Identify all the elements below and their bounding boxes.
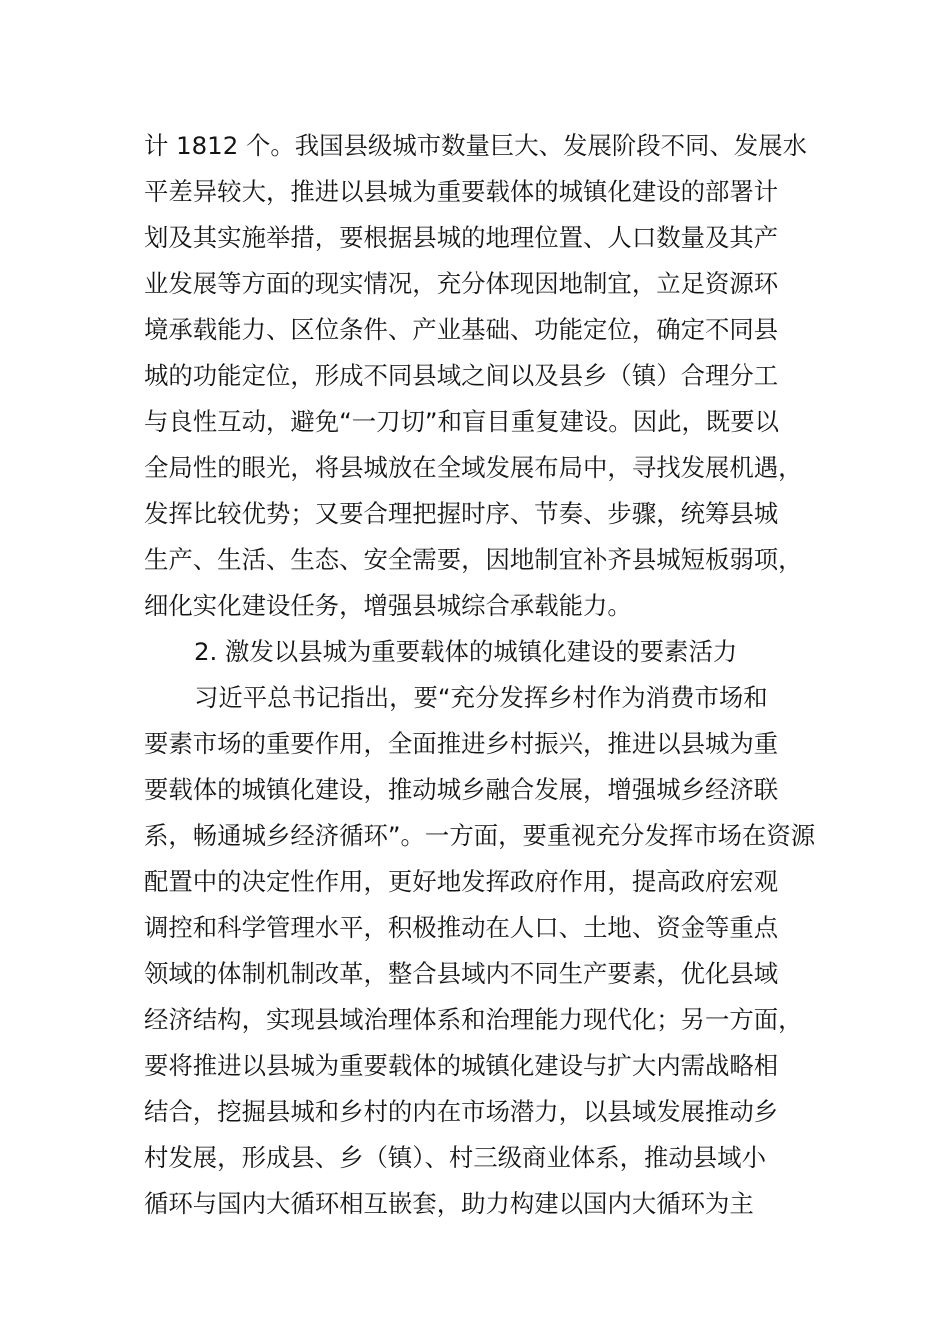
text-line-1: 计 1812 个。我国县级城市数量巨大、发展阶段不同、发展水 (144, 131, 807, 160)
text-line-21: 要将推进以县城为重要载体的城镇化建设与扩大内需战略相 (144, 1051, 779, 1080)
text-line-5: 境承载能力、区位条件、产业基础、功能定位，确定不同县 (144, 315, 779, 344)
text-line-8: 全局性的眼光，将县城放在全域发展布局中，寻找发展机遇， (144, 453, 803, 482)
body-text (144, 123, 844, 1227)
text-line-24: 循环与国内大循环相互嵌套，助力构建以国内大循环为主 (144, 1189, 754, 1218)
text-line-17: 配置中的决定性作用，更好地发挥政府作用，提高政府宏观 (144, 867, 779, 896)
text-line-7: 与良性互动，避免“一刀切”和盲目重复建设。因此，既要以 (144, 407, 780, 436)
text-line-3: 划及其实施举措，要根据县城的地理位置、人口数量及其产 (144, 223, 779, 252)
text-line-20: 经济结构，实现县域治理体系和治理能力现代化；另一方面， (144, 1005, 803, 1034)
text-line-22: 结合，挖掘县城和乡村的内在市场潜力，以县域发展推动乡 (144, 1097, 779, 1126)
text-line-6: 城的功能定位，形成不同县域之间以及县乡（镇）合理分工 (144, 361, 779, 390)
text-line-19: 领域的体制机制改革，整合县域内不同生产要素，优化县域 (144, 959, 779, 988)
text-line-9: 发挥比较优势；又要合理把握时序、节奏、步骤，统筹县城 (144, 499, 779, 528)
text-line-18: 调控和科学管理水平，积极推动在人口、土地、资金等重点 (144, 913, 779, 942)
text-line-4: 业发展等方面的现实情况，充分体现因地制宜，立足资源环 (144, 269, 779, 298)
text-line-14: 要素市场的重要作用，全面推进乡村振兴，推进以县城为重 (144, 729, 779, 758)
section-heading: 2. 激发以县城为重要载体的城镇化建设的要素活力 (194, 637, 738, 666)
text-line-13: 习近平总书记指出，要“充分发挥乡村作为消费市场和 (194, 683, 768, 712)
text-line-2: 平差异较大，推进以县城为重要载体的城镇化建设的部署计 (144, 177, 779, 206)
text-line-10: 生产、生活、生态、安全需要，因地制宜补齐县城短板弱项， (144, 545, 803, 574)
text-line-23: 村发展，形成县、乡（镇）、村三级商业体系，推动县域小 (144, 1143, 766, 1172)
text-line-15: 要载体的城镇化建设，推动城乡融合发展，增强城乡经济联 (144, 775, 779, 804)
text-line-16: 系，畅通城乡经济循环”。一方面，要重视充分发挥市场在资源 (144, 821, 816, 850)
text-line-11: 细化实化建设任务，增强县城综合承载能力。 (144, 591, 632, 620)
